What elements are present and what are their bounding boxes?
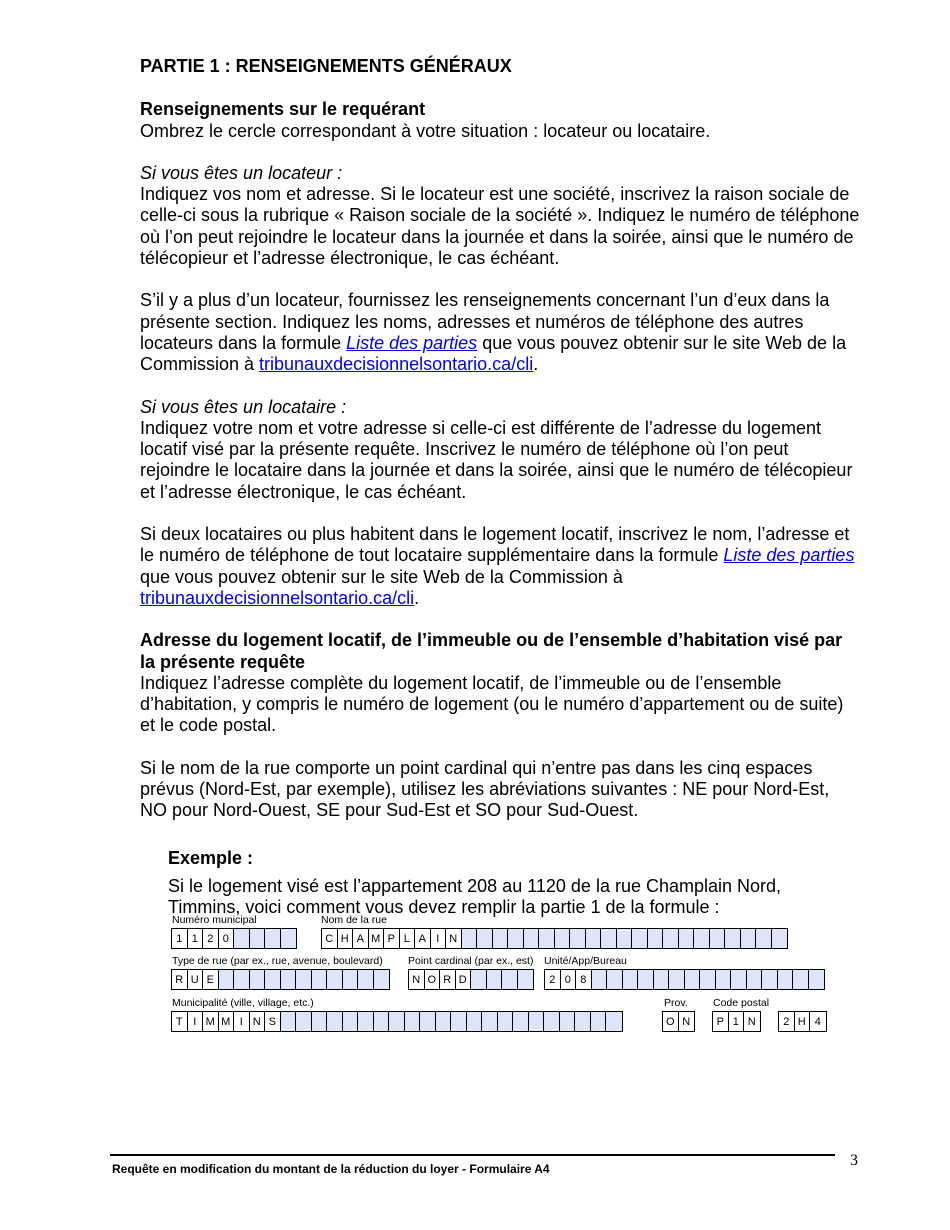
code-postal-label: Code postal [713,997,770,1009]
char-cell [513,1012,529,1031]
char-cell [586,929,602,948]
char-cell: N [446,929,462,948]
locataire-paragraph-1: Indiquez votre nom et votre adresse si celle-ci est différente de l’adresse du logement locatif visé par la présente requête. Inscrivez le numéro de téléphone où l’on peut rejoindre le locataire dans la journée et dans la soirée, ainsi que le numéro de télécopieur et l’adresse électronique, le cas échéant. [140,417,853,502]
char-cell: 1 [729,1012,745,1031]
nom-rue-label: Nom de la rue [321,914,387,926]
unite-field[interactable] [544,969,825,990]
char-cell [809,970,825,989]
char-cell: I [188,1012,204,1031]
char-cell [477,929,493,948]
numero-municipal-field[interactable] [171,928,297,949]
char-cell [281,970,297,989]
type-rue-label: Type de rue (par ex., rue, avenue, boulevard) [172,955,383,967]
code-postal-field-b[interactable] [778,1011,827,1032]
requerant-intro: Ombrez le cercle correspondant à votre situation : locateur ou locataire. [140,120,711,141]
char-cell [555,929,571,948]
locateur-paragraph-1: Indiquez vos nom et adresse. Si le locateur est une société, inscrivez la raison sociale de celle-ci sous la rubrique « Raison sociale de la société ». Indiquez le numéro de téléphone où l’on peut rejoindre le locateur dans la journée et dans la soirée, ainsi que le numéro de télécopieur et l’adresse électronique, le cas échéant. [140,184,860,269]
char-cell: 2 [203,929,219,948]
char-cell: O [425,970,441,989]
char-cell [710,929,726,948]
char-cell: 0 [561,970,577,989]
char-cell: T [172,1012,188,1031]
char-cell [462,929,478,948]
char-cell [694,929,710,948]
char-cell: 4 [810,1012,826,1031]
char-cell [663,929,679,948]
char-cell [669,970,685,989]
char-cell [623,970,639,989]
char-cell: H [795,1012,811,1031]
char-cell [281,929,297,948]
char-cell [436,1012,452,1031]
char-cell [296,1012,312,1031]
footer-rule [110,1154,835,1156]
char-cell: N [409,970,425,989]
char-cell [219,970,235,989]
char-cell [420,1012,436,1031]
char-cell [700,970,716,989]
char-cell [606,1012,622,1031]
char-cell: R [172,970,188,989]
char-cell [632,929,648,948]
char-cell [607,970,623,989]
locateur-p2-text-b: que vous pouvez obtenir sur le site Web de la Commission à [140,332,847,375]
char-cell [343,970,359,989]
char-cell [482,1012,498,1031]
adresse-paragraph-1: Indiquez l’adresse complète du logement locatif, de l’immeuble ou de l’ensemble d’habitation, y compris le numéro de logement (ou le numéro d’appartement ou de suite) et le code postal. [140,672,844,736]
char-cell [281,1012,297,1031]
locataire-p2-text-b: que vous pouvez obtenir sur le site Web de la Commission à [140,566,623,587]
liste-des-parties-link-2[interactable]: Liste des parties [723,545,855,566]
char-cell: M [369,929,385,948]
example-block [168,848,848,918]
char-cell [250,970,266,989]
char-cell [778,970,794,989]
char-cell [374,1012,390,1031]
char-cell [296,970,312,989]
char-cell: A [415,929,431,948]
locateur-paragraph-2 [140,290,860,375]
char-cell [312,970,328,989]
char-cell [374,970,390,989]
char-cell [793,970,809,989]
char-cell: U [188,970,204,989]
char-cell [617,929,633,948]
code-postal-field-a[interactable] [712,1011,761,1032]
char-cell [731,970,747,989]
adresse-paragraph-2: Si le nom de la rue comporte un point cardinal qui n’entre pas dans les cinq espaces prévus (Nord-Est, par exemple), utilisez les abréviations suivantes : NE pour Nord-Est, NO pour Nord-Ouest, SE pour Sud-Est et SO pour Sud-Ouest. [140,757,830,821]
char-cell: S [265,1012,281,1031]
locataire-label: Si vous êtes un locataire : [140,396,347,417]
liste-des-parties-link[interactable]: Liste des parties [346,332,478,353]
page-content [140,56,860,843]
char-cell: A [353,929,369,948]
char-cell [343,1012,359,1031]
char-cell: R [440,970,456,989]
char-cell: 8 [576,970,592,989]
char-cell [451,1012,467,1031]
locataire-paragraph-2 [140,524,860,609]
char-cell: D [456,970,472,989]
section-heading: PARTIE 1 : RENSEIGNEMENTS GÉNÉRAUX [140,56,512,76]
char-cell [575,1012,591,1031]
point-cardinal-field[interactable] [408,969,534,990]
char-cell [518,970,534,989]
example-title: Exemple : [168,848,254,868]
char-cell [358,1012,374,1031]
char-cell [508,929,524,948]
adresse-title: Adresse du logement locatif, de l’immeuble ou de l’ensemble d’habitation visé par la présente requête [140,630,843,672]
char-cell [498,1012,514,1031]
char-cell: P [713,1012,729,1031]
char-cell [560,1012,576,1031]
char-cell [685,970,701,989]
locataire-p2-text-a: Si deux locataires ou plus habitent dans le logement locatif, inscrivez le nom, l’adresse et le numéro de téléphone de tout locataire supplémentaire dans la formule [140,524,850,566]
char-cell [471,970,487,989]
char-cell [312,1012,328,1031]
char-cell: M [219,1012,235,1031]
char-cell [234,929,250,948]
char-cell: 0 [219,929,235,948]
char-cell [591,1012,607,1031]
prov-field[interactable] [662,1011,695,1032]
char-cell: I [431,929,447,948]
char-cell [389,1012,405,1031]
municipalite-field[interactable] [171,1011,623,1032]
char-cell [762,970,778,989]
char-cell: N [250,1012,266,1031]
char-cell [772,929,788,948]
tribunaux-url-link-2[interactable]: tribunauxdecisionnelsontario.ca/cli [140,587,415,608]
char-cell [648,929,664,948]
char-cell: 1 [172,929,188,948]
char-cell [654,970,670,989]
char-cell: L [400,929,416,948]
unite-label: Unité/App/Bureau [544,955,627,967]
locateur-p2-end: . [533,354,539,375]
locateur-p2-text-a: S’il y a plus d’un locateur, fournissez les renseignements concernant l’un d’eux dans la présente section. Indiquez les noms, adresses et numéros de téléphone des autres locateurs dans la formule [140,290,830,353]
tribunaux-url-link[interactable]: tribunauxdecisionnelsontario.ca/cli [259,354,534,375]
char-cell [725,929,741,948]
char-cell [327,1012,343,1031]
char-cell [327,970,343,989]
char-cell: P [384,929,400,948]
char-cell [502,970,518,989]
char-cell [679,929,695,948]
char-cell [756,929,772,948]
locateur-label: Si vous êtes un locateur : [140,162,343,183]
char-cell [638,970,654,989]
char-cell: 2 [779,1012,795,1031]
char-cell [716,970,732,989]
char-cell [234,970,250,989]
char-cell: E [203,970,219,989]
char-cell: N [679,1012,695,1031]
nom-rue-field[interactable] [321,928,788,949]
char-cell [544,1012,560,1031]
locataire-p2-end: . [414,587,420,608]
char-cell [747,970,763,989]
char-cell [524,929,540,948]
char-cell: O [663,1012,679,1031]
char-cell [741,929,757,948]
char-cell: 1 [188,929,204,948]
char-cell [405,1012,421,1031]
char-cell [493,929,509,948]
type-rue-field[interactable] [171,969,390,990]
prov-label: Prov. [664,997,688,1009]
char-cell [265,970,281,989]
char-cell: H [338,929,354,948]
char-cell: M [203,1012,219,1031]
char-cell [529,1012,545,1031]
char-cell [358,970,374,989]
char-cell [250,929,266,948]
example-text: Si le logement visé est l’appartement 208 au 1120 de la rue Champlain Nord, Timmins, voici comment vous devez remplir la partie 1 de la formule : [168,876,782,917]
requerant-title: Renseignements sur le requérant [140,99,426,120]
municipalite-label: Municipalité (ville, village, etc.) [172,997,314,1009]
char-cell [467,1012,483,1031]
numero-municipal-label: Numéro municipal [172,914,257,926]
char-cell [487,970,503,989]
char-cell: 2 [545,970,561,989]
char-cell [570,929,586,948]
point-cardinal-label: Point cardinal (par ex., est) [408,955,534,967]
char-cell [592,970,608,989]
page-number: 3 [850,1152,858,1169]
footer-text: Requête en modification du montant de la réduction du loyer - Formulaire A4 [112,1162,550,1176]
char-cell [265,929,281,948]
char-cell: I [234,1012,250,1031]
char-cell [539,929,555,948]
char-cell: N [744,1012,760,1031]
char-cell: C [322,929,338,948]
char-cell [601,929,617,948]
